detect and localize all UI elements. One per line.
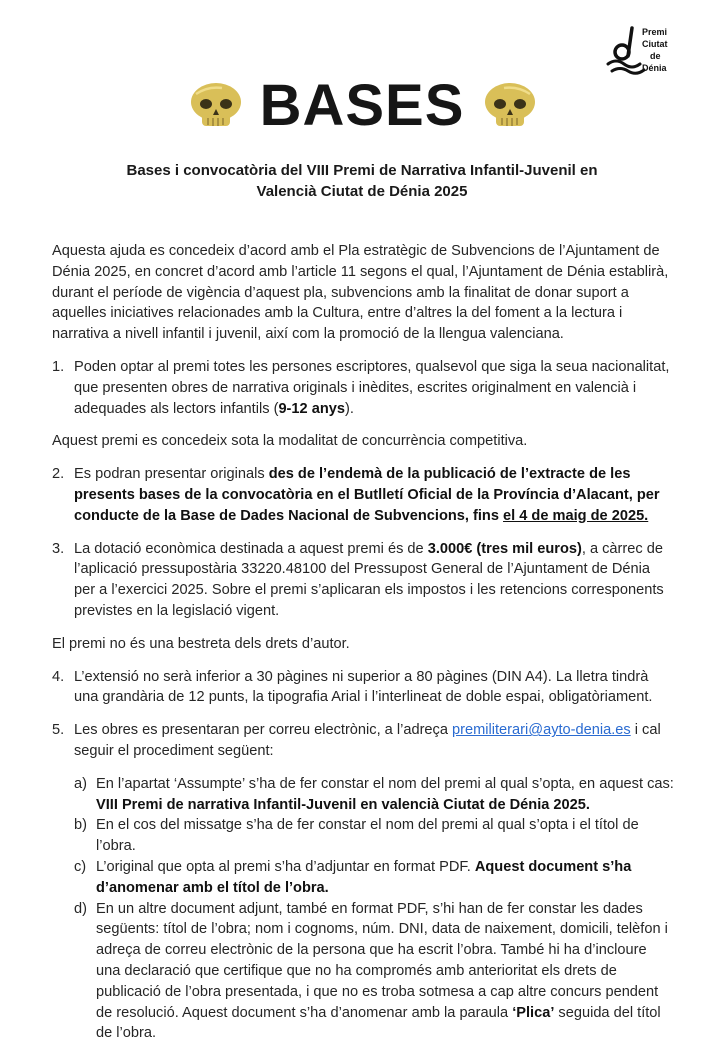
- item-text-end: i cal seguir el procediment següent:: [74, 722, 661, 759]
- item-number: 3.: [52, 540, 65, 557]
- item-bold: des de l’endemà de la publicació de l’extracte de les presents bases de la convocatòria en el Butlletí Oficial de la Província d’Alacant, per conducte de la Base de Dades Nacional de Subvencions, fins: [74, 466, 660, 524]
- paragraph-drets: El premi no és una bestreta dels drets d’autor.: [52, 635, 350, 652]
- sub-item-b: [74, 815, 674, 857]
- sub-item-letter: b): [74, 817, 87, 834]
- sub-item-letter: a): [74, 775, 87, 792]
- item-text: Les obres es presentaran per correu electrònic, a l’adreça: [74, 722, 453, 739]
- logo-line-1: Premi: [642, 27, 668, 37]
- prize-amount: 3.000€ (tres mil euros): [427, 540, 582, 557]
- item-text-end: ).: [344, 400, 354, 417]
- logo-line-3: de: [650, 51, 661, 61]
- list-item-1: [52, 357, 674, 419]
- list-item-4: [52, 667, 674, 709]
- subtitle-line-2: Valencià Ciutat de Dénia 2025: [256, 183, 468, 200]
- item-number: 5.: [52, 722, 65, 739]
- sub-item-a: [74, 774, 674, 816]
- item-bold: 9-12 anys: [278, 400, 345, 417]
- sub-item-text: En un altre document adjunt, també en format PDF, s’hi han de fer constar les dades següents: títol de l’obra; nom i cognoms, núm. DNI, data de naixement, domicili, telèfon i adreça de correu electrònic de la persona que ha escrit l’obra. També hi ha d’incloure una declaració que certifique que no ha compromés amb anterioritat els drets de publicació de l’obra presentada, i que no es troba sotmesa a cap altre concurs pendent de resolució. Aquest document s’ha d’anomenar amb la paraula: [96, 900, 668, 1021]
- email-link[interactable]: premiliterari@ayto-denia.es: [452, 722, 631, 739]
- sub-item-letter: c): [74, 858, 87, 875]
- logo-mark-icon: [606, 26, 646, 76]
- logo-line-4: Dénia: [642, 63, 667, 73]
- title-row: [0, 74, 724, 138]
- item-text: Poden optar al premi totes les persones escriptores, qualsevol que siga la seua nacionalitat, que presenten obres de narrativa originals i inèdites, escrites originalment en valencià i adequades als lectors infantils (: [74, 358, 670, 417]
- item-number: 1.: [52, 358, 65, 375]
- sub-item-c: [74, 857, 674, 899]
- item-text: La dotació econòmica destinada a aquest premi és de: [74, 540, 428, 557]
- subtitle-line-1: Bases i convocatòria del VIII Premi de Narrativa Infantil-Juvenil en: [126, 162, 598, 179]
- skull-icon: [480, 80, 538, 130]
- sub-item-text: En el cos del missatge s’ha de fer constar el nom del premi al qual s’opta i el títol de l’obra.: [96, 817, 639, 855]
- sub-item-text-end: seguida del títol de l’obra.: [96, 1004, 661, 1042]
- sub-item-d: [74, 899, 674, 1045]
- intro-paragraph: Aquesta ajuda es concedeix d’acord amb el Pla estratègic de Subvencions de l’Ajuntament de Dénia 2025, en concret d’acord amb l’article 11 segons el qual, l’Ajuntament de Dénia establirà, durant el període de vigència d’aquest pla, subvencions amb la finalitat de donar suport a aquelles iniciatives relacionades amb la Cultura, entre d’altres la del foment a la lectura i narrativa a nivell infantil i juvenil, així com la promoció de la llengua valenciana.: [52, 243, 669, 343]
- list-item-5: [52, 720, 674, 1044]
- subtitle: [90, 160, 634, 202]
- document-body: [52, 241, 674, 1056]
- sub-item-bold: ‘Plica’: [512, 1004, 555, 1021]
- logo-premi-ciutat-denia: [604, 22, 704, 82]
- paragraph-concurrencia: Aquest premi es concedeix sota la modalitat de concurrència competitiva.: [52, 433, 528, 450]
- item-text-end: , a càrrec de l’aplicació pressupostària 33220.48100 del Pressupost General de l’Ajuntament de Dénia per a l’exercici 2025. Sobre el premi s’aplicaran els impostos i les retencions corresponents previstes en la legislació vigent.: [74, 540, 664, 619]
- item-text: L’extensió no serà inferior a 30 pàgines ni superior a 80 pàgines (DIN A4). La lletra tindrà una grandària de 12 punts, la tipografia Arial i l’interlineat de doble espai, obligatòriament.: [74, 668, 653, 706]
- sub-item-bold: Aquest document s’ha d’anomenar amb el títol de l’obra.: [96, 858, 632, 896]
- deadline-date: el 4 de maig de 2025.: [503, 507, 649, 524]
- item-number: 4.: [52, 668, 65, 685]
- sub-item-letter: d): [74, 900, 87, 917]
- logo-line-2: Ciutat: [642, 39, 668, 49]
- list-item-2: [52, 464, 674, 526]
- sub-item-text: L’original que opta al premi s’ha d’adjuntar en format PDF.: [96, 858, 475, 875]
- item-number: 2.: [52, 466, 65, 483]
- sub-item-bold: VIII Premi de narrativa Infantil-Juvenil en valencià Ciutat de Dénia 2025.: [96, 796, 590, 813]
- sub-list: [52, 774, 674, 1044]
- page-title: BASES: [259, 73, 465, 138]
- sub-item-text: En l’apartat ‘Assumpte’ s’ha de fer constar el nom del premi al qual s’opta, en aquest cas:: [96, 775, 674, 792]
- list-item-3: [52, 539, 674, 622]
- item-text: Es podran presentar originals: [74, 466, 269, 483]
